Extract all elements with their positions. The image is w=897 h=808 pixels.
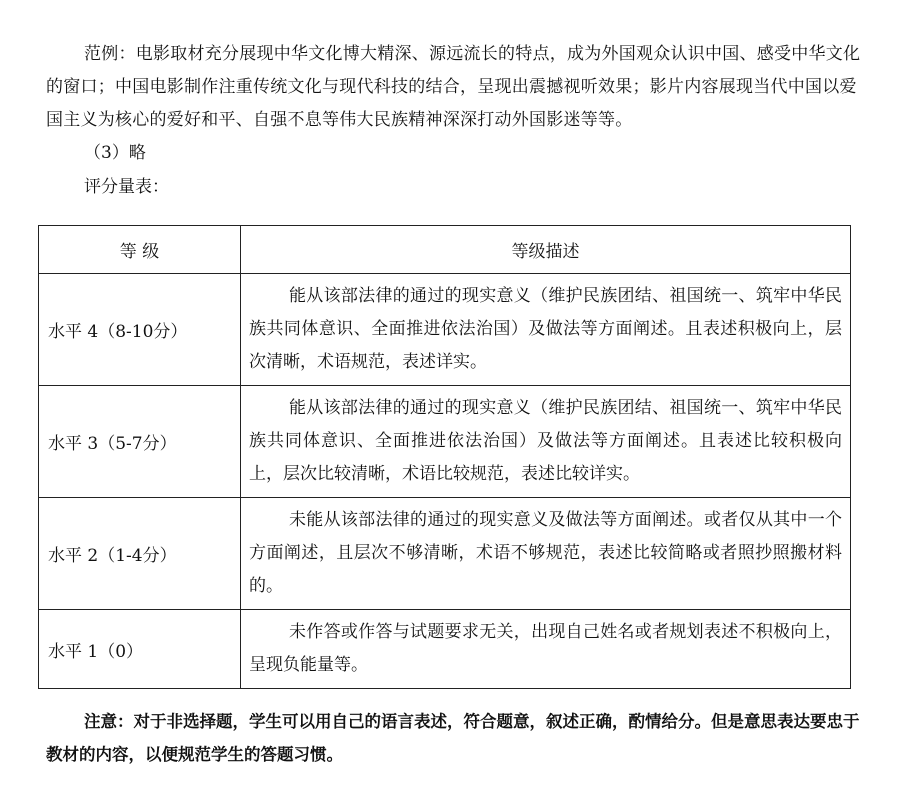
level-cell: 水平 2（1-4分） (39, 498, 241, 610)
grading-note: 注意：对于非选择题，学生可以用自己的语言表述，符合题意，叙述正确，酌情给分。但是意思表达要忠于教材的内容，以便规范学生的答题习惯。 (46, 712, 860, 764)
header-description: 等级描述 (241, 226, 851, 274)
description-cell: 能从该部法律的通过的现实意义（维护民族团结、祖国统一、筑牢中华民族共同体意识、全面推进依法治国）及做法等方面阐述。且表述比较积极向上，层次比较清晰，术语比较规范，表述比较详实。 (241, 386, 851, 498)
table-row (39, 386, 851, 498)
table-row (39, 498, 851, 610)
table-header-row (39, 226, 851, 274)
description-cell: 能从该部法律的通过的现实意义（维护民族团结、祖国统一、筑牢中华民族共同体意识、全面推进依法治国）及做法等方面阐述。且表述积极向上，层次清晰，术语规范，表述详实。 (241, 274, 851, 386)
example-answer-paragraph: 范例：电影取材充分展现中华文化博大精深、源远流长的特点，成为外国观众认识中国、感受中华文化的窗口；中国电影制作注重传统文化与现代科技的结合，呈现出震撼视听效果；影片内容展现当代中国以爱国主义为核心的爱好和平、自强不息等伟大民族精神深深打动外国影迷等等。 (46, 44, 861, 130)
item-3-omitted: （3）略 (84, 143, 146, 163)
header-level: 等 级 (39, 226, 241, 274)
level-cell: 水平 4（8-10分） (39, 274, 241, 386)
scoring-rubric-table (38, 225, 851, 689)
table-row (39, 610, 851, 689)
table-row (39, 274, 851, 386)
description-cell: 未能从该部法律的通过的现实意义及做法等方面阐述。或者仅从其中一个方面阐述，且层次不够清晰，术语不够规范，表述比较简略或者照抄照搬材料的。 (241, 498, 851, 610)
level-cell: 水平 1（0） (39, 610, 241, 689)
level-cell: 水平 3（5-7分） (39, 386, 241, 498)
description-cell: 未作答或作答与试题要求无关，出现自己姓名或者规划表述不积极向上，呈现负能量等。 (241, 610, 851, 689)
scoring-scale-label: 评分量表： (84, 177, 169, 197)
